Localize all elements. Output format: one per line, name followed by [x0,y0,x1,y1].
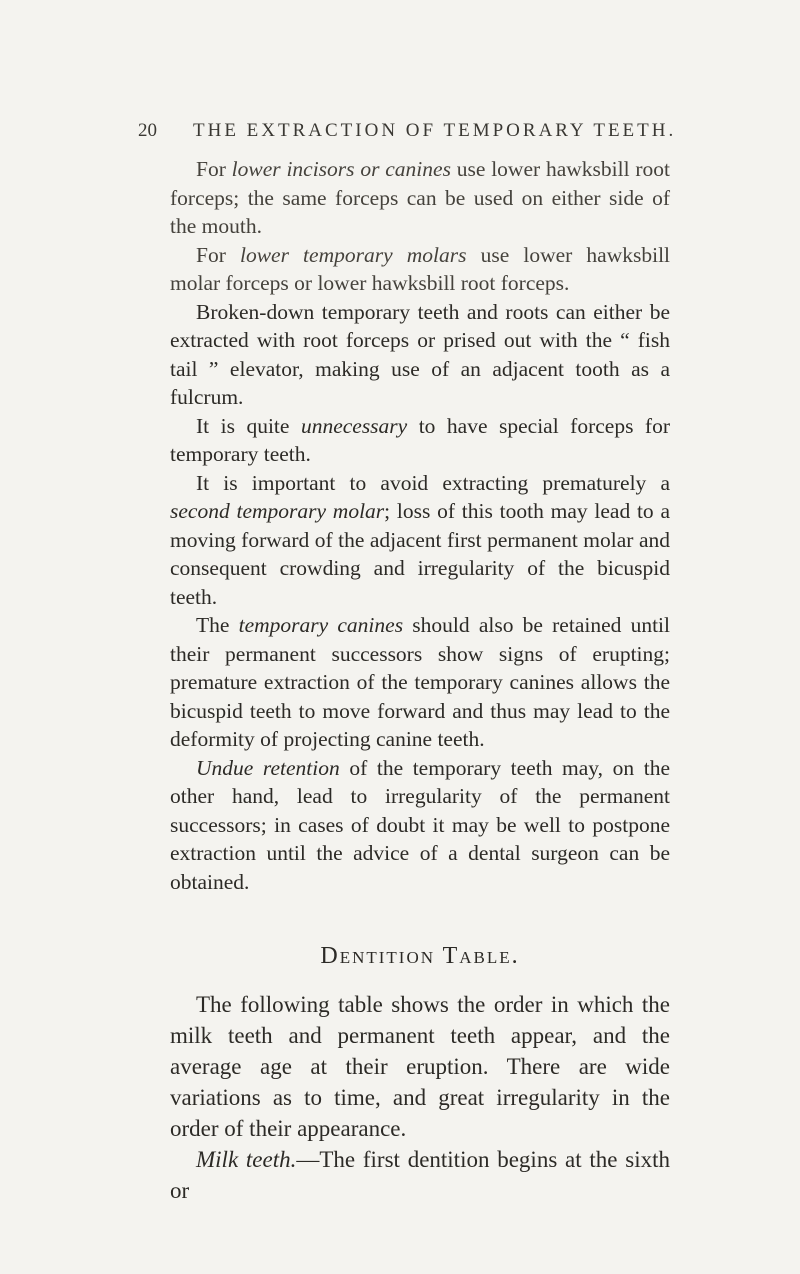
running-title: THE EXTRACTION OF TEMPORARY TEETH. [193,120,677,141]
running-header [138,120,678,142]
paragraph: It is quite unnecessary to have special forceps for temporary teeth. [170,413,671,466]
paragraph: For lower incisors or canines use lower hawksbill root forceps; the same forceps can be used on either side of the mouth. [170,157,670,238]
paragraph: The following table shows the order in which the milk teeth and permanent teeth appear, and the average age at their eruption. There are wide variations as to time, and great irregularity in the order of their appearance. [170,991,670,1141]
paragraph: Broken-down temporary teeth and roots can either be extracted with root forceps or prised out with the “ fish tail ” elevator, making use of an adjacent tooth as a fulcrum. [170,299,670,409]
paragraph: Undue retention of the temporary teeth may, on the other hand, lead to irregularity of the permanent successors; in cases of doubt it may be well to postpone extraction until the advice of a dental surgeon can be obtained. [170,755,670,894]
body-text [170,155,670,1206]
paragraph: For lower temporary molars use lower hawksbill molar forceps or lower hawksbill root forceps. [170,242,671,295]
section-heading: Dentition Table. [320,943,520,969]
page-number: 20 [138,120,157,141]
paragraph: It is important to avoid extracting prematurely a second temporary molar; loss of this tooth may lead to a moving forward of the adjacent first permanent molar and consequent crowding and irregularity of the bicuspid teeth. [170,470,670,609]
paragraph: The temporary canines should also be retained until their permanent successors show signs of erupting; premature extraction of the temporary canines allows the bicuspid teeth to move forward and thus may lead to the deformity of projecting canine teeth. [170,613,670,751]
section-body [170,989,670,1206]
paragraph: Milk teeth.—The first dentition begins at the sixth or [170,1146,670,1203]
